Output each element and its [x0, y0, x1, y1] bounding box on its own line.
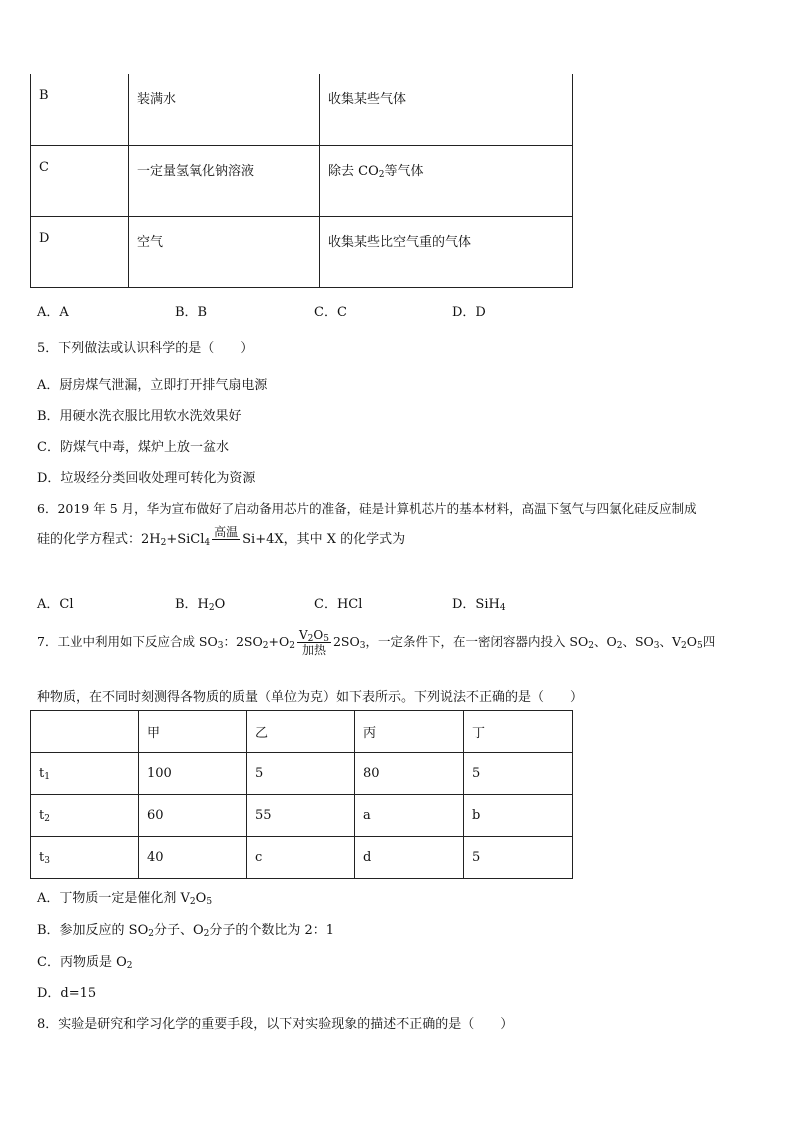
table-cell	[320, 145, 573, 216]
table-header-cell: 丙	[355, 711, 464, 753]
option-text: O	[195, 891, 207, 906]
cell-text: 除去 CO	[328, 163, 379, 179]
stem-text: 7．工业中利用如下反应合成 SO	[37, 634, 218, 649]
subscript: 2	[148, 929, 154, 939]
table-cell: 一定量氢氧化钠溶液	[129, 145, 320, 216]
table-cell: D	[31, 216, 129, 287]
q4-option-b: B．B	[175, 305, 208, 320]
q8-stem: 8．实验是研究和学习化学的重要手段，以下对实验现象的描述不正确的是（ ）	[37, 1017, 514, 1032]
subscript: 5	[697, 641, 703, 651]
option-text: 分子、O	[153, 923, 204, 938]
table-cell: 空气	[129, 216, 320, 287]
option-text: 分子的个数比为 2：1	[209, 923, 335, 938]
q7-option-d: D．d=15	[37, 986, 97, 1001]
q6-equation-line	[37, 525, 405, 554]
table-cell: 5	[464, 837, 573, 879]
table-cell: 60	[139, 795, 247, 837]
subscript: 2	[203, 929, 210, 939]
table-cell: 55	[247, 795, 355, 837]
table-row	[31, 753, 573, 795]
option-text: O	[214, 597, 226, 612]
stem-text: 四	[702, 634, 716, 649]
table-row	[31, 216, 573, 287]
table-cell	[31, 837, 139, 879]
table-cell: C	[31, 145, 129, 216]
q7-option-b	[37, 919, 334, 938]
table-header-row	[31, 711, 573, 753]
option-text: A．丁物质一定是催化剂 V	[37, 891, 190, 906]
subscript: 2	[44, 814, 50, 824]
condition-text: 高温	[214, 525, 239, 539]
subscript: 4	[499, 603, 506, 613]
stem-text: ，一定条件下，在一密闭容器内投入 SO	[365, 634, 589, 649]
option-text: D．SiH	[452, 597, 500, 612]
cell-text: 等气体	[384, 163, 424, 179]
subscript: 2	[160, 538, 167, 548]
q4-option-a: A．A	[37, 305, 69, 320]
table-cell	[31, 753, 139, 795]
stem-text: 、O	[593, 634, 617, 649]
table-cell: 80	[355, 753, 464, 795]
table-header-cell: 甲	[139, 711, 247, 753]
q5-option-a: A．厨房煤气泄漏，立即打开排气扇电源	[37, 378, 268, 393]
option-text: C．丙物质是 O	[37, 955, 127, 970]
stem-text: +O	[268, 634, 290, 649]
catalyst-text: $V_2O_5$	[298, 628, 329, 644]
subscript: 2	[262, 641, 269, 651]
equation-text: Si+4X，其中 X 的化学式为	[242, 532, 406, 547]
subscript: 2	[208, 603, 215, 613]
subscript: 3	[44, 856, 50, 866]
q6-option-b	[175, 593, 225, 612]
q6-option-c: C．HCl	[314, 597, 363, 612]
mass-table	[30, 710, 573, 879]
table-cell	[31, 795, 139, 837]
time-label: t	[39, 808, 45, 823]
stem-text: 、SO	[622, 634, 654, 649]
q7-stem-line1	[37, 628, 715, 657]
subscript: 2	[126, 961, 133, 971]
table-cell: a	[355, 795, 464, 837]
stem-text: 2SO	[332, 634, 360, 649]
apparatus-table	[30, 74, 573, 288]
table-row	[31, 74, 573, 145]
option-text: B．H	[175, 597, 209, 612]
q6-option-d	[452, 593, 506, 612]
stem-text: ：2SO	[223, 634, 263, 649]
time-label: t	[39, 766, 45, 781]
subscript: 3	[653, 641, 660, 651]
subscript: 3	[359, 641, 366, 651]
q5-option-c: C．防煤气中毒，煤炉上放一盆水	[37, 440, 229, 455]
equation-text: +SiCl	[166, 532, 205, 547]
table-header-cell	[31, 711, 139, 753]
table-cell: B	[31, 74, 129, 145]
heat-text: 加热	[301, 643, 326, 657]
subscript: 2	[616, 641, 623, 651]
table-cell: 5	[247, 753, 355, 795]
subscript: 2	[681, 641, 687, 651]
table-cell: d	[355, 837, 464, 879]
table-row	[31, 795, 573, 837]
table-row	[31, 837, 573, 879]
table-cell: c	[247, 837, 355, 879]
table-header-cell: 丁	[464, 711, 573, 753]
q5-stem: 5．下列做法或认识科学的是（ ）	[37, 341, 254, 356]
table-cell: b	[464, 795, 573, 837]
q7-option-c	[37, 951, 132, 970]
subscript: 2	[588, 641, 594, 651]
catalyst-o: O	[313, 628, 324, 642]
stem-text: 、V	[659, 634, 682, 649]
table-cell: 收集某些气体	[320, 74, 573, 145]
subscript: 2	[189, 897, 196, 907]
time-label: t	[39, 850, 45, 865]
table-cell: 收集某些比空气重的气体	[320, 216, 573, 287]
table-header-cell: 乙	[247, 711, 355, 753]
table-cell: 40	[139, 837, 247, 879]
table-cell: 100	[139, 753, 247, 795]
subscript: 5	[206, 897, 213, 907]
q6-option-a: A．Cl	[37, 597, 74, 612]
table-cell: 5	[464, 753, 573, 795]
q5-option-d: D．垃圾经分类回收处理可转化为资源	[37, 471, 256, 486]
subscript: 2	[289, 641, 295, 651]
subscript: 2	[378, 169, 385, 180]
table-cell: 装满水	[129, 74, 320, 145]
subscript: 1	[44, 772, 50, 782]
q5-option-b: B．用硬水洗衣服比用软水洗效果好	[37, 409, 242, 424]
subscript: 4	[204, 538, 211, 548]
q4-option-c: C．C	[314, 305, 347, 320]
q6-stem-line1: 6．2019 年 5 月，华为宣布做好了启动备用芯片的准备，硅是计算机芯片的基本材料，高温下氢气与四氯化硅反应制成	[37, 501, 697, 516]
equation-text: 硅的化学方程式：2H	[37, 532, 161, 547]
option-text: B．参加反应的 SO	[37, 923, 149, 938]
subscript: 3	[217, 641, 224, 651]
stem-text: O	[686, 634, 698, 649]
q7-stem-line2: 种物质，在不同时刻测得各物质的质量（单位为克）如下表所示。下列说法不正确的是（ ）	[37, 690, 584, 705]
table-row	[31, 145, 573, 216]
reaction-condition	[297, 628, 331, 657]
reaction-condition	[212, 525, 240, 554]
q4-option-d: D．D	[452, 305, 486, 320]
catalyst-v: V	[298, 628, 308, 642]
q7-option-a	[37, 887, 212, 906]
